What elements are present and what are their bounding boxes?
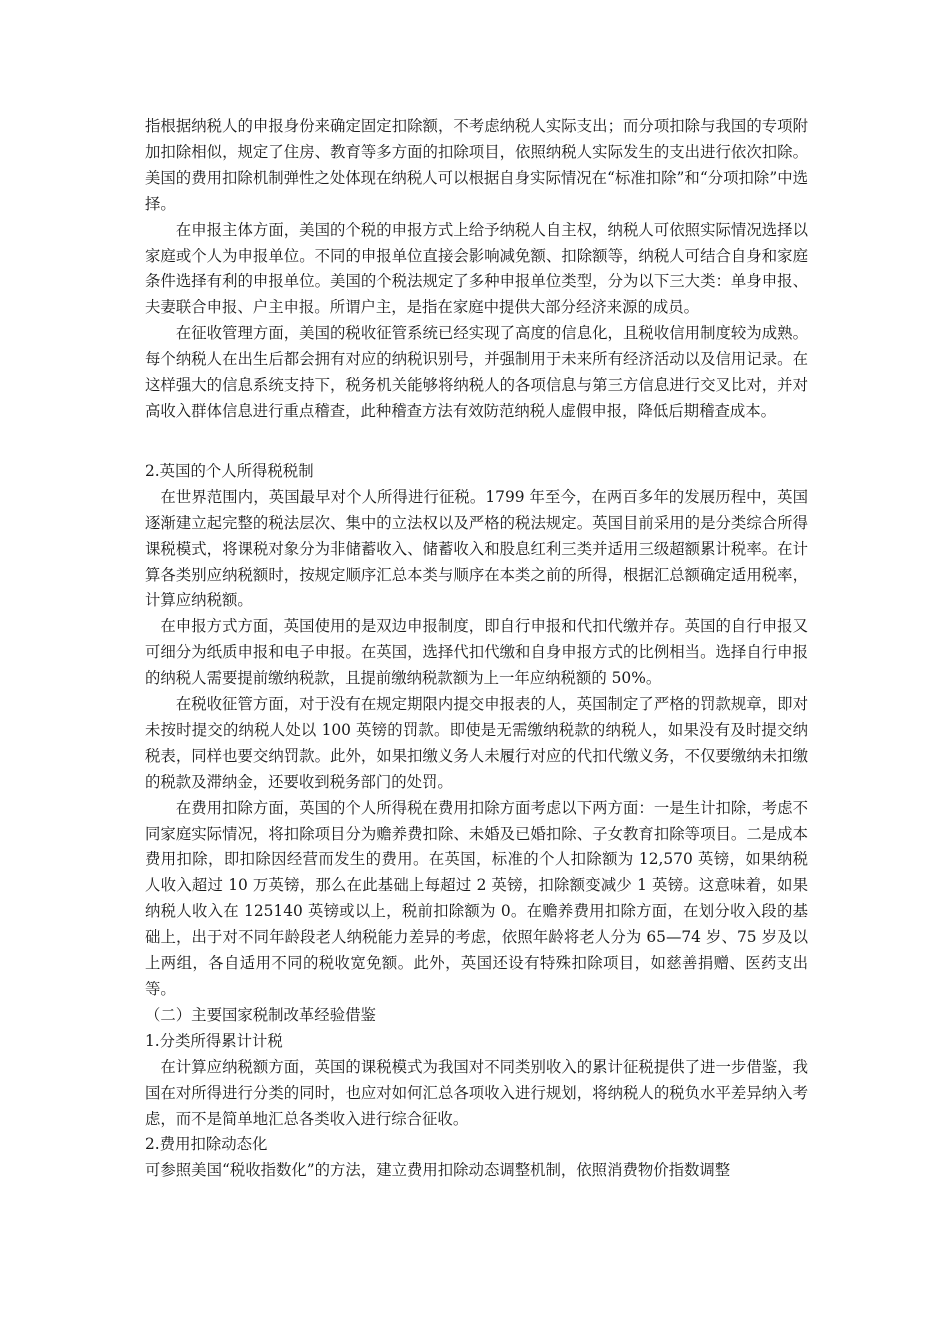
paragraph-spacer (145, 425, 808, 459)
paragraph-uk-administration: 在税收征管方面，对于没有在规定期限内提交申报表的人，英国制定了严格的罚款规章，即对未按时提交的纳税人处以 100 英镑的罚款。即使是无需缴纳税款的纳税人，如果没有及时提交纳税表，同样也要交纳罚款。此外，如果扣缴义务人未履行对应的代扣代缴义务，不仅要缴纳未扣缴的税款及滞纳金，还要收到税务部门的处罚。 (145, 695, 808, 791)
paragraph-us-administration: 在征收管理方面，美国的税收征管系统已经实现了高度的信息化，且税收信用制度较为成熟。每个纳税人在出生后都会拥有对应的纳税识别号，并强制用于未来所有经济活动以及信用记录。在这样强大的信息系统支持下，税务机关能够将纳税人的各项信息与第三方信息进行交叉比对，并对高收入群体信息进行重点稽查，此种稽查方法有效防范纳税人虚假申报，降低后期稽查成本。 (145, 324, 808, 420)
paragraph-us-deduction: 指根据纳税人的申报身份来确定固定扣除额，不考虑纳税人实际支出；而分项扣除与我国的专项附加扣除相似，规定了住房、教育等多方面的扣除项目，依照纳税人实际发生的支出进行依次扣除。美国的费用扣除机制弹性之处体现在纳税人可以根据自身实际情况在“标准扣除”和“分项扣除”中选择。 (145, 117, 808, 213)
section-heading-lessons: （二）主要国家税制改革经验借鉴 (145, 1005, 376, 1024)
document-body (145, 114, 808, 1184)
paragraph-us-filing-unit: 在申报主体方面，美国的个税的申报方式上给予纳税人自主权，纳税人可依照实际情况选择以家庭或个人为申报单位。不同的申报单位直接会影响减免额、扣除额等，纳税人可结合自身和家庭条件选择有利的申报单位。美国的个税法规定了多种申报单位类型，分为以下三大类：单身申报、夫妻联合申报、户主申报。所谓户主，是指在家庭中提供大部分经济来源的成员。 (145, 220, 808, 317)
subheading-classified-income: 1.分类所得累计计税 (145, 1031, 283, 1050)
paragraph-classified-income: 在计算应纳税额方面，英国的课税模式为我国对不同类别收入的累计征税提供了进一步借鉴，我国在对所得进行分类的同时，也应对如何汇总各项收入进行规划，将纳税人的税负水平差异纳入考虑，而不是简单地汇总各类收入进行综合征收。 (145, 1057, 808, 1128)
paragraph-uk-deduction: 在费用扣除方面，英国的个人所得税在费用扣除方面考虑以下两方面：一是生计扣除，考虑不同家庭实际情况，将扣除项目分为赡养费扣除、未婚及已婚扣除、子女教育扣除等项目。二是成本费用扣除，即扣除因经营而发生的费用。在英国，标准的个人扣除额为 12,570 英镑，如果纳税人收入超过 10 万英镑，那么在此基础上每超过 2 英镑，扣除额变减少 1 英镑。这意味着，如果纳税人收入在 125140 英镑或以上，税前扣除额为 0。在赡养费用扣除方面，在划分收入段的基础上，出于对不同年龄段老人纳税能力差异的考虑，依照年龄将老人分为 65—74 岁、75 岁及以上两组，各自适用不同的税收宽免额。此外，英国还设有特殊扣除项目，如慈善捐赠、医药支出等。 (145, 798, 808, 998)
paragraph-uk-history: 在世界范围内，英国最早对个人所得进行征税。1799 年至今，在两百多年的发展历程中，英国逐渐建立起完整的税法层次、集中的立法权以及严格的税法规定。英国目前采用的是分类综合所得课税模式，将课税对象分为非储蓄收入、储蓄收入和股息红利三类并适用三级超额累计税率。在计算各类别应纳税额时，按规定顺序汇总本类与顺序在本类之前的所得，根据汇总额确定适用税率，计算应纳税额。 (145, 487, 808, 610)
paragraph-dynamic-deduction: 可参照美国“税收指数化”的方法，建立费用扣除动态调整机制，依照消费物价指数调整 (145, 1161, 731, 1180)
section-heading-uk: 2.英国的个人所得税税制 (145, 461, 314, 480)
paragraph-uk-filing: 在申报方式方面，英国使用的是双边申报制度，即自行申报和代扣代缴并存。英国的自行申报又可细分为纸质申报和电子申报。在英国，选择代扣代缴和自身申报方式的比例相当。选择自行申报的纳税人需要提前缴纳税款，且提前缴纳税款额为上一年应纳税额的 50%。 (145, 617, 808, 688)
subheading-dynamic-deduction: 2.费用扣除动态化 (145, 1135, 268, 1154)
